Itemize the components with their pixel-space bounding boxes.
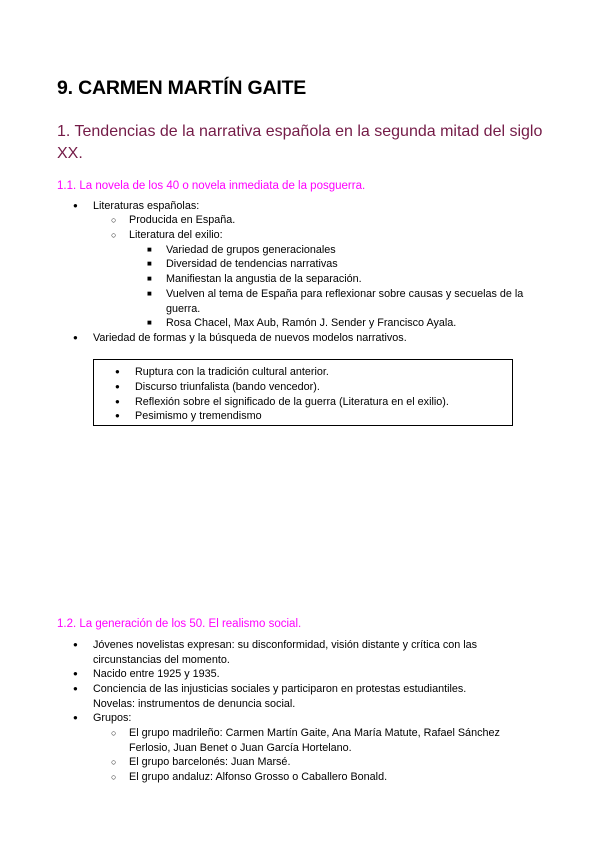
list-item: ○ El grupo andaluz: Alfonso Grosso o Caballero Bonald. — [129, 770, 387, 785]
list-item: ■ Variedad de grupos generacionales — [166, 243, 336, 258]
list-item: ■ Vuelven al tema de España para reflexionar sobre causas y secuelas de la guerra. — [166, 287, 536, 316]
list-item: ○ Producida en España. — [129, 213, 235, 228]
list-item: ○ El grupo barcelonés: Juan Marsé. — [129, 755, 290, 770]
list-item: ■ Rosa Chacel, Max Aub, Ramón J. Sender y Francisco Ayala. — [166, 316, 456, 331]
list-item: ● Conciencia de las injusticias sociales y participaron en protestas estudiantiles. Novelas: instrumentos de denuncia social. — [93, 682, 493, 711]
list-item: ■ Manifiestan la angustia de la separación. — [166, 272, 362, 287]
subsection-heading-1-2: 1.2. La generación de los 50. El realismo social. — [57, 618, 302, 630]
box-item: ● Pesimismo y tremendismo — [135, 409, 262, 424]
list-item: ○ Literatura del exilio: — [129, 228, 223, 243]
subsection-heading-1-1: 1.1. La novela de los 40 o novela inmediata de la posguerra. — [57, 180, 366, 192]
list-item: ■ Diversidad de tendencias narrativas — [166, 257, 338, 272]
section-heading: 1. Tendencias de la narrativa española en la segunda mitad del siglo XX. — [57, 123, 543, 162]
list-item: ● Literaturas españolas: — [93, 199, 199, 214]
list-item: ○ El grupo madrileño: Carmen Martín Gaite, Ana María Matute, Rafael Sánchez Ferlosio, Juan Benet o Juan García Hortelano. — [129, 726, 529, 755]
box-item: ● Ruptura con la tradición cultural anterior. — [135, 365, 329, 380]
page-title: 9. CARMEN MARTÍN GAITE — [57, 77, 307, 99]
list-item: ● Variedad de formas y la búsqueda de nuevos modelos narrativos. — [93, 331, 407, 346]
box-item: ● Reflexión sobre el significado de la guerra (Literatura en el exilio). — [135, 395, 449, 410]
list-item: ● Nacido entre 1925 y 1935. — [93, 667, 220, 682]
list-item: ● Grupos: — [93, 711, 131, 726]
list-item: ● Jóvenes novelistas expresan: su disconformidad, visión distante y crítica con las circunstancias del momento. — [93, 638, 503, 667]
box-item: ● Discurso triunfalista (bando vencedor). — [135, 380, 320, 395]
